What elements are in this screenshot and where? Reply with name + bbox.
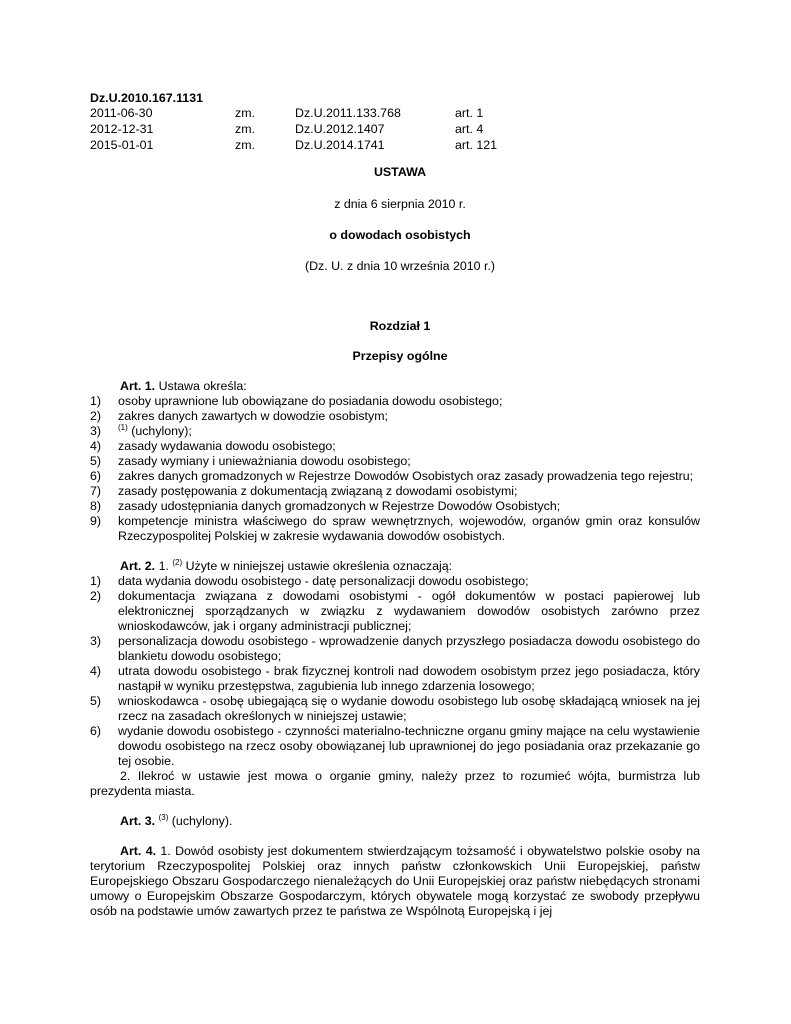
amendment-ref: Dz.U.2014.1741	[295, 138, 385, 152]
list-item-text: zasady wydawania dowodu osobistego;	[118, 439, 336, 453]
list-item-text: zasady udostępniania danych gromadzonych w Rejestrze Dowodów Osobistych;	[118, 499, 561, 513]
list-item-text: wnioskodawca - osobę ubiegającą się o wydanie dowodu osobistego lub osobę składającą wniosek na jej rzecz na zasadach określonych w niniejszej ustawie;	[118, 694, 700, 723]
journal-code: Dz.U.2010.167.1131	[90, 91, 203, 105]
list-item	[90, 514, 700, 544]
list-item-text: zasady wymiany i unieważniania dowodu osobistego;	[118, 454, 411, 468]
list-item	[90, 484, 700, 499]
art3-footnote-ref: (3)	[158, 812, 169, 822]
list-item-text: personalizacja dowodu osobistego - wprowadzenie danych przyszłego posiadacza dowodu osobistego do blankietu dowodu osobistego;	[118, 634, 700, 663]
art3	[90, 814, 700, 829]
amendment-zm: zm.	[235, 106, 255, 120]
chapter-title: Przepisy ogólne	[352, 349, 448, 363]
list-item-number: 4)	[90, 664, 102, 678]
list-item-number: 7)	[90, 484, 102, 498]
amendment-ref: Dz.U.2012.1407	[295, 122, 385, 136]
list-item	[90, 499, 700, 514]
list-item-text: kompetencje ministra właściwego do spraw wewnętrznych, wojewodów, organów gmin oraz konsulów Rzeczypospolitej Polskiej w zakresie wydawania dowodów osobistych.	[118, 514, 700, 543]
amendment-list	[90, 106, 710, 154]
art1-intro	[90, 379, 700, 394]
art3-label: Art. 3.	[120, 814, 156, 828]
list-item-text: data wydania dowodu osobistego - datę personalizacji dowodu osobistego;	[118, 574, 529, 588]
art2-list	[90, 574, 700, 769]
list-item-number: 3)	[90, 634, 102, 648]
art4-text: 1. Dowód osobisty jest dokumentem stwierdzającym tożsamość i obywatelstwo polskie osoby na terytorium Rzeczypospolitej Polskiej oraz innych państw członkowskich Unii Europejskiej, państw Europejskiego Obszaru Gospodarczego nienależących do Unii Europejskiej oraz państw niebędących stronami umowy o Europejskim Obszarze Gospodarczym, których obywatele mogą korzystać ze swobody przepływu osób na podstawie umów zawartych przez te państwa ze Wspólnotą Europejską i jej	[90, 844, 700, 918]
list-item-number: 1)	[90, 394, 102, 408]
act-type: USTAWA	[373, 165, 427, 179]
act-date: z dnia 6 sierpnia 2010 r.	[334, 197, 466, 211]
list-item-number: 1)	[90, 574, 102, 588]
art4-label: Art. 4.	[120, 844, 157, 858]
art2-intro	[90, 559, 700, 574]
list-item-number: 2)	[90, 589, 102, 603]
art1-intro-text: Ustawa określa:	[155, 379, 247, 393]
art2-num: 1.	[155, 559, 173, 573]
amendment-row	[90, 122, 710, 138]
act-publication: (Dz. U. z dnia 10 września 2010 r.)	[304, 259, 496, 273]
list-item	[90, 634, 700, 664]
art2-para2: 2. Ilekroć w ustawie jest mowa o organie gminy, należy przez to rozumieć wójta, burmistrza lub prezydenta miasta.	[90, 769, 700, 798]
list-item-text: zasady postępowania z dokumentacją związaną z dowodami osobistymi;	[118, 484, 518, 498]
list-item	[90, 664, 700, 694]
amendment-zm: zm.	[235, 122, 255, 136]
amendment-date: 2015-01-01	[90, 138, 154, 152]
list-item-text: zakres danych gromadzonych w Rejestrze Dowodów Osobistych oraz zasady prowadzenia tego rejestru;	[118, 469, 694, 483]
amendment-article: art. 1	[455, 106, 484, 120]
footnote-ref: (1)	[118, 422, 128, 432]
list-item-text: wydanie dowodu osobistego - czynności materialno-techniczne organu gminy mające na celu wystawienie dowodu osobistego na rzecz osoby obowiązanej lub uprawnionej do jego posiadania oraz przekazanie go tej osobie.	[118, 724, 700, 768]
list-item-text: dokumentacja związana z dowodami osobistymi - ogół dokumentów w postaci papierowej lub elektronicznej sporządzanych w związku z wydawaniem dowodów osobistych zarówno przez wnioskodawców, jak i organy administracji publicznej;	[118, 589, 700, 633]
list-item	[90, 424, 700, 439]
list-item-number: 5)	[90, 454, 102, 468]
list-item-text: osoby uprawnione lub obowiązane do posiadania dowodu osobistego;	[118, 394, 503, 408]
list-item-number: 4)	[90, 439, 102, 453]
art2-label: Art. 2.	[120, 559, 156, 573]
list-item-number: 5)	[90, 694, 102, 708]
list-item-text: utrata dowodu osobistego - brak fizycznej kontroli nad dowodem osobistym przez jego posiadacza, który nastąpił w wyniku przestępstwa, zagubienia lub innego zdarzenia losowego;	[118, 664, 700, 693]
list-item	[90, 439, 700, 454]
amendment-date: 2012-12-31	[90, 122, 154, 136]
art1-list	[90, 394, 700, 544]
list-item-text: zakres danych zawartych w dowodzie osobistym;	[118, 409, 388, 423]
art2-footnote-ref: (2)	[172, 557, 183, 567]
art1-label: Art. 1.	[120, 379, 156, 393]
list-item	[90, 724, 700, 769]
amendment-date: 2011-06-30	[90, 106, 153, 120]
art3-text: (uchylony).	[168, 814, 233, 828]
list-item	[90, 454, 700, 469]
art4	[90, 844, 700, 919]
list-item-number: 9)	[90, 514, 102, 528]
list-item-number: 3)	[90, 424, 102, 438]
list-item	[90, 574, 700, 589]
list-item-number: 8)	[90, 499, 102, 513]
chapter-label: Rozdział 1	[369, 319, 431, 333]
list-item-number: 2)	[90, 409, 102, 423]
list-item	[90, 394, 700, 409]
amendment-article: art. 4	[455, 122, 484, 136]
document-body	[90, 379, 700, 919]
amendment-article: art. 121	[455, 138, 498, 152]
act-subject: o dowodach osobistych	[329, 228, 471, 242]
list-item	[90, 694, 700, 724]
list-item-number: 6)	[90, 724, 102, 738]
amendment-row	[90, 138, 710, 154]
amendment-ref: Dz.U.2011.133.768	[295, 106, 401, 120]
list-item-number: 6)	[90, 469, 102, 483]
amendment-row	[90, 106, 710, 122]
journal-header	[90, 91, 710, 154]
list-item	[90, 469, 700, 484]
amendment-zm: zm.	[235, 138, 255, 152]
list-item	[90, 409, 700, 424]
list-item	[90, 589, 700, 634]
art2-intro-text: Użyte w niniejszej ustawie określenia oznaczają:	[182, 559, 453, 573]
list-item-text: (uchylony);	[127, 424, 192, 438]
